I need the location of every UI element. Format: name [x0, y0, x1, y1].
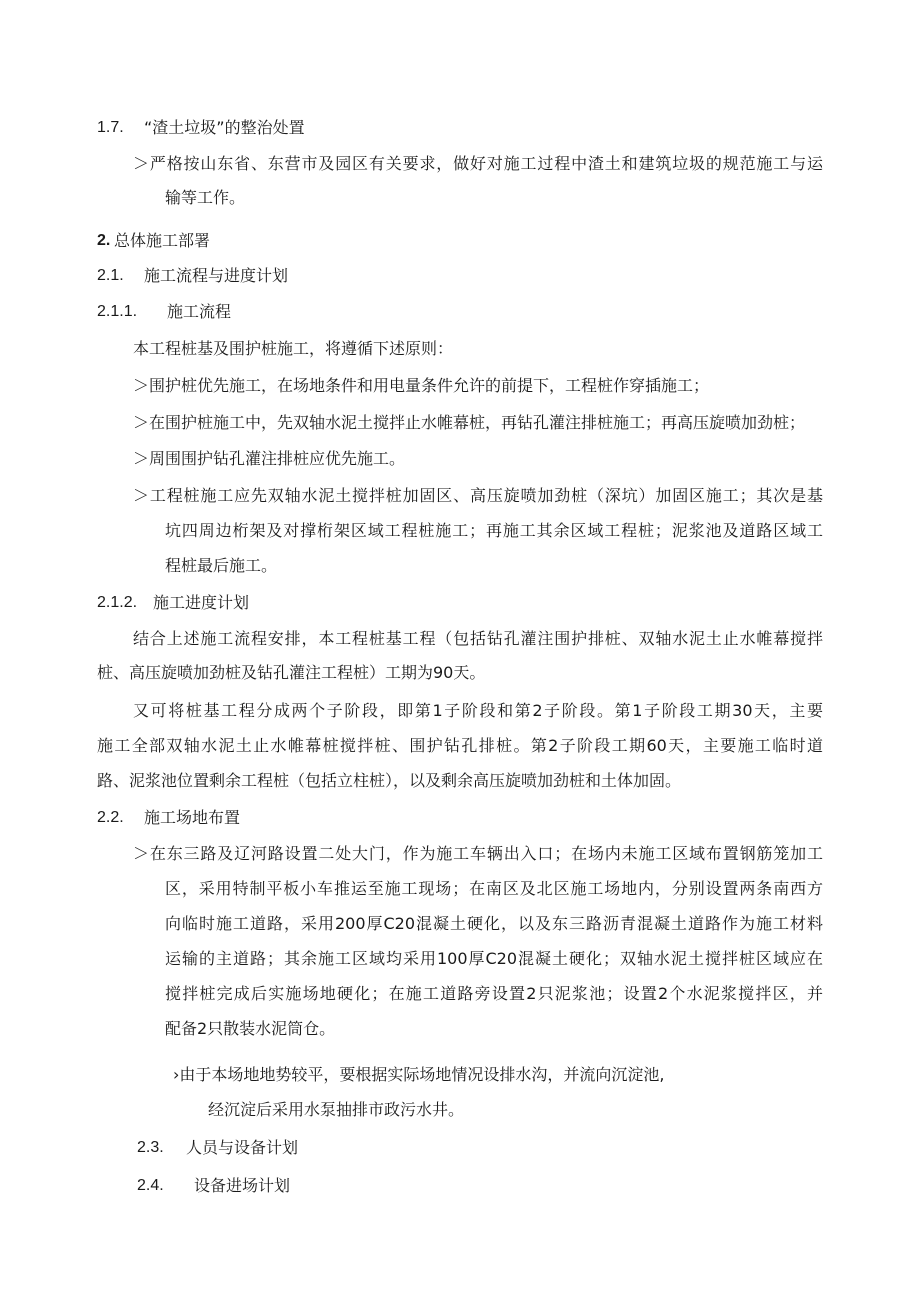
- paragraph-line: 桩、高压旋喷加劲桩及钻孔灌注工程桩）工期为90天。: [97, 663, 486, 682]
- bullet-line: ＞周围围护钻孔灌注排桩应优先施工。: [133, 449, 406, 468]
- bullet-line: 区，采用特制平板小车推运至施工现场；在南区及北区施工场地内，分别设置两条南西方: [165, 879, 823, 898]
- bullet-line: ＞围护桩优先施工，在场地条件和用电量条件允许的前提下，工程桩作穿插施工；: [133, 376, 710, 395]
- chapter-number: 2.: [97, 232, 111, 249]
- subsection-number: 2.1.2.: [97, 594, 138, 611]
- section-number: 2.2.: [97, 809, 124, 826]
- subsection-heading: 施工进度计划: [153, 593, 250, 612]
- bullet-line: ›由于本场地地势较平，要根据实际场地情况设排水沟，并流向沉淀池,: [173, 1065, 665, 1084]
- chapter-heading: 总体施工部署: [114, 231, 211, 250]
- subsection-heading: 施工流程: [167, 302, 232, 321]
- paragraph-line: 本工程桩基及围护桩施工，将遵循下述原则：: [133, 339, 454, 358]
- bullet-line: 配备2只散装水泥筒仓。: [165, 1019, 336, 1038]
- subsection-number: 2.1.1.: [97, 303, 138, 320]
- paragraph-line: 施工全部双轴水泥土止水帷幕桩搅拌桩、围护钻孔排桩。第2子阶段工期60天，主要施工临时道: [97, 736, 823, 755]
- bullet-line: ＞在围护桩施工中，先双轴水泥土搅拌止水帷幕桩，再钻孔灌注排桩施工；再高压旋喷加劲桩；: [133, 413, 806, 432]
- bullet-line: ＞工程桩施工应先双轴水泥土搅拌桩加固区、高压旋喷加劲桩（深坑）加固区施工；其次是基: [133, 486, 823, 505]
- section-number: 2.3.: [137, 1139, 164, 1156]
- section-heading: 设备进场计划: [194, 1176, 291, 1195]
- section-number: 2.4.: [137, 1177, 164, 1194]
- paragraph-line: 又可将桩基工程分成两个子阶段，即第1子阶段和第2子阶段。第1子阶段工期30天，主要: [133, 701, 823, 720]
- section-heading: 施工场地布置: [144, 808, 241, 827]
- section-number: 1.7.: [97, 119, 124, 136]
- bullet-line: 坑四周边桁架及对撑桁架区域工程桩施工；再施工其余区域工程桩；泥浆池及道路区域工: [165, 521, 823, 540]
- section-heading: 人员与设备计划: [186, 1138, 299, 1157]
- bullet-line: ＞严格按山东省、东营市及园区有关要求，做好对施工过程中渣土和建筑垃圾的规范施工与运: [133, 154, 823, 173]
- bullet-line: 输等工作。: [165, 188, 246, 207]
- section-heading: “渣土垃圾”的整治处置: [144, 118, 305, 137]
- section-heading: 施工流程与进度计划: [144, 266, 289, 285]
- section-number: 2.1.: [97, 267, 124, 284]
- paragraph-line: 路、泥浆池位置剩余工程桩（包括立柱桩），以及剩余高压旋喷加劲桩和土体加固。: [97, 771, 682, 790]
- bullet-line: 向临时施工道路，采用200厚C20混凝土硬化，以及东三路沥青混凝土道路作为施工材料: [165, 914, 823, 933]
- bullet-line: 经沉淀后采用水泵抽排市政污水井。: [208, 1100, 465, 1119]
- bullet-line: ＞在东三路及辽河路设置二处大门，作为施工车辆出入口；在场内未施工区域布置钢筋笼加工: [133, 844, 823, 863]
- bullet-line: 搅拌桩完成后实施场地硬化；在施工道路旁设置2只泥浆池；设置2个水泥浆搅拌区，并: [165, 984, 823, 1003]
- bullet-line: 运输的主道路；其余施工区域均采用100厚C20混凝土硬化；双轴水泥土搅拌桩区域应在: [165, 949, 823, 968]
- paragraph-line: 结合上述施工流程安排，本工程桩基工程（包括钻孔灌注围护排桩、双轴水泥土止水帷幕搅拌: [133, 629, 823, 648]
- bullet-line: 程桩最后施工。: [165, 556, 278, 575]
